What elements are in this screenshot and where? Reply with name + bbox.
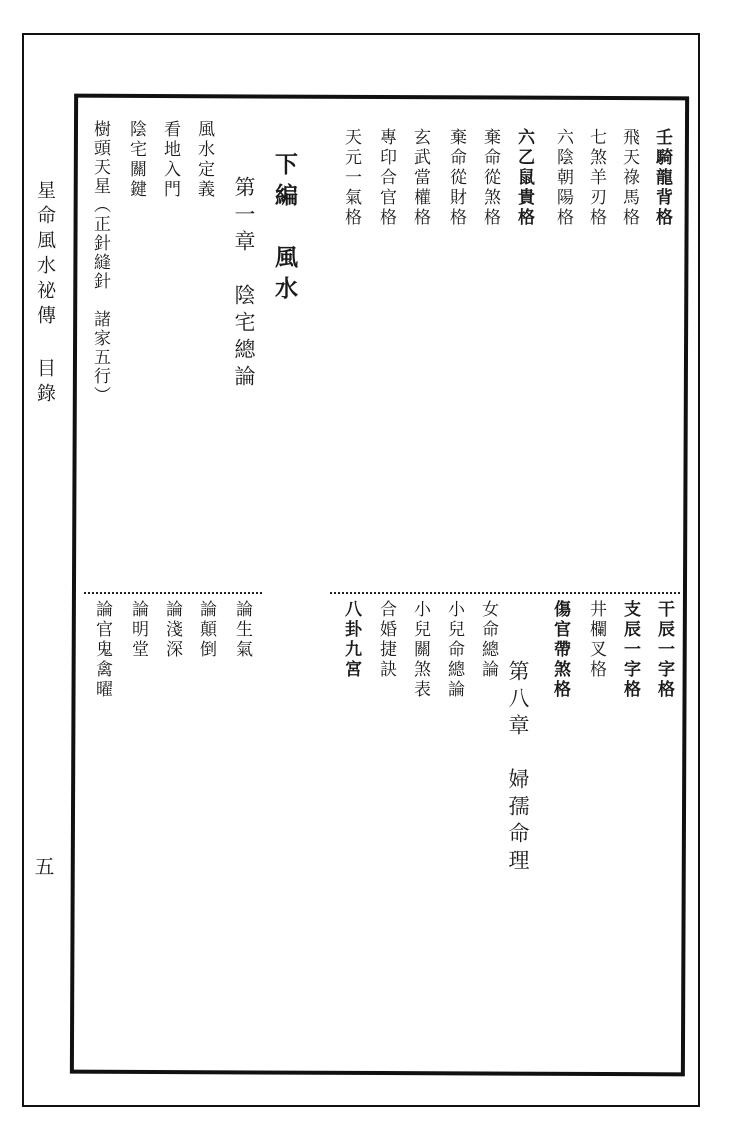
toc-entry: 壬騎龍背格 — [652, 128, 672, 228]
toc-entry: 支辰一字格 — [620, 600, 640, 700]
content-frame — [70, 94, 689, 1077]
toc-entry: 傷官帶煞格 — [550, 600, 570, 700]
margin-book-title — [33, 180, 57, 408]
chapter-title: 第一章 陰宅總論 — [232, 176, 256, 392]
toc-entry: 論生氣 — [232, 600, 252, 660]
toc-entry: 玄武當權格 — [410, 128, 430, 228]
toc-entry: 棄命從財格 — [446, 128, 466, 228]
page-number: 五 — [31, 856, 55, 876]
divider-right — [330, 592, 680, 596]
toc-entry: 八卦九宮 — [341, 600, 361, 680]
toc-entry: 小兒關煞表 — [410, 600, 430, 700]
part-title: 下編 風水 — [271, 152, 298, 307]
toc-entry: 合婚捷訣 — [376, 600, 396, 680]
toc-entry: 論顛倒 — [196, 600, 216, 660]
toc-entry: 小兒命總論 — [444, 600, 464, 700]
toc-entry: 論官鬼禽曜 — [92, 600, 112, 700]
book-title: 星命風水祕傳 — [34, 180, 56, 330]
toc-entry: 看地入門 — [160, 120, 180, 200]
toc-entry: 飛天祿馬格 — [619, 128, 639, 228]
toc-entry: 井欄叉格 — [586, 600, 606, 680]
toc-entry: 論淺深 — [162, 600, 182, 660]
toc-entry: 樹頭天星（正針縫針 諸家五行） — [90, 120, 110, 405]
toc-entry: 論明堂 — [128, 600, 148, 660]
toc-entry: 六陰朝陽格 — [553, 128, 573, 228]
toc-entry: 干辰一字格 — [654, 600, 674, 700]
toc-entry: 六乙鼠貴格 — [514, 128, 534, 228]
toc-entry: 天元一氣格 — [341, 128, 361, 228]
toc-entry: 七煞羊刃格 — [586, 128, 606, 228]
toc-entry: 陰宅關鍵 — [126, 120, 146, 200]
toc-entry: 棄命從煞格 — [480, 128, 500, 228]
chapter-title: 第八章 婦孺命理 — [506, 660, 530, 876]
section-label: 目錄 — [34, 358, 56, 408]
toc-entry: 女命總論 — [478, 600, 498, 680]
toc-entry: 專印合官格 — [376, 128, 396, 228]
toc-entry: 風水定義 — [194, 120, 214, 200]
divider-left — [84, 592, 262, 596]
